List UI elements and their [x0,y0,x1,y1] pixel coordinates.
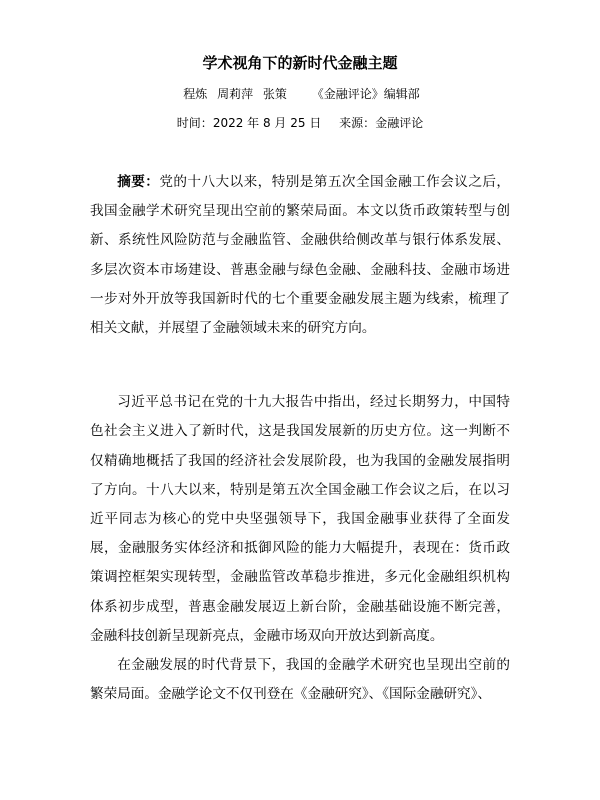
publication-source: 金融评论 [375,116,424,130]
document-title: 学术视角下的新时代金融主题 [202,54,398,72]
time-label: 时间： [176,116,213,130]
publication-meta [90,114,510,132]
source-label: 来源： [339,116,376,130]
author-name: 程炼 [183,87,208,101]
abstract [90,168,510,343]
body-paragraph: 习近平总书记在党的十九大报告中指出，经过长期努力，中国特色社会主义进入了新时代，这是我国发展新的历史方位。这一判断不仅精确地概括了我国的经济社会发展阶段，也为我国的金融发展指明了方向。十八大以来，特别是第五次全国金融工作会议之后，在以习近平同志为核心的党中央坚强领导下，我国金融事业获得了全面发展，金融服务实体经济和抵御风险的能力大幅提升，表现在：货币政策调控框架实现转型，金融监管改革稳步推进，多元化金融组织机构体系初步成型，普惠金融发展迈上新台阶，金融基础设施不断完善，金融科技创新呈现新亮点，金融市场双向开放达到新高度。 [90,394,510,644]
author-name: 周莉萍 [217,87,254,101]
abstract-text: 党的十八大以来，特别是第五次全国金融工作会议之后，我国金融学术研究呈现出空前的繁荣局面。本文以货币政策转型与创新、系统性风险防范与金融监管、金融供给侧改革与银行体系发展、多层次资本市场建设、普惠金融与绿色金融、金融科技、金融市场进一步对外开放等我国新时代的七个重要金融发展主题为线索，梳理了相关文献，并展望了金融领域未来的研究方向。 [90,174,511,337]
author-organization: 《金融评论》编辑部 [311,87,420,101]
abstract-label: 摘要： [117,174,160,190]
author-name: 张策 [262,87,287,101]
author-line [90,85,510,103]
body-paragraph: 在金融发展的时代背景下，我国的金融学术研究也呈现出空前的繁荣局面。金融学论文不仅刊登在《金融研究》、《国际金融研究》、 [90,657,510,703]
publication-date: 2022 年 8 月 25 日 [212,116,322,130]
